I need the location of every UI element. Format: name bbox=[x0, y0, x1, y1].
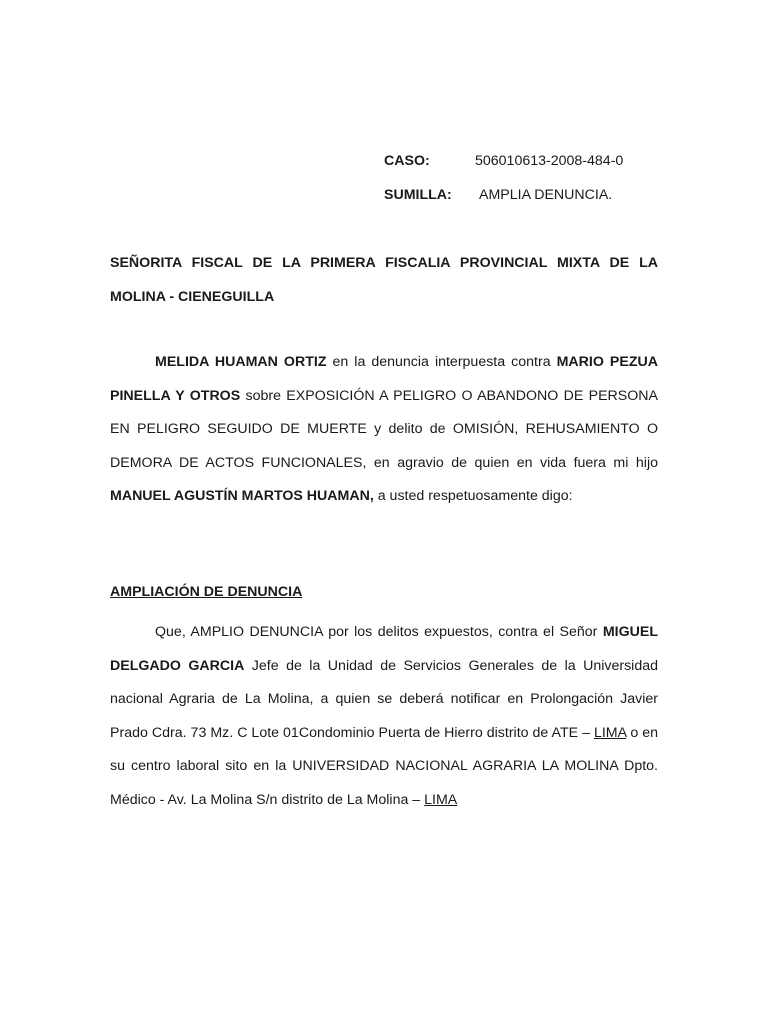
intro-text-3: a usted respetuosamente digo: bbox=[373, 488, 573, 504]
body-text-3: o en su centro laboral sito en la UNIVERSIDAD NACIONAL AGRARIA LA MOLINA Dpto. Médico - Av. La Molina S/n distrito de La Molina – bbox=[110, 724, 658, 808]
intro-text-2: sobre EXPOSICIÓN A PELIGRO O ABANDONO DE PERSONA EN PELIGRO SEGUIDO DE MUERTE y delito de OMISIÓN, REHUSAMIENTO O DEMORA DE ACTOS FUNCIONALES, en agravio de quien en vida fuera mi hijo bbox=[110, 387, 658, 471]
addressee bbox=[110, 246, 658, 314]
case-row bbox=[384, 153, 624, 169]
intro-paragraph bbox=[110, 346, 658, 514]
summary-value: AMPLIA DENUNCIA. bbox=[479, 187, 613, 203]
summary-row bbox=[384, 187, 613, 203]
case-label: CASO: bbox=[384, 153, 430, 169]
intro-text-1: en la denuncia interpuesta contra bbox=[326, 354, 557, 370]
section-title: AMPLIACIÓN DE DENUNCIA bbox=[110, 584, 303, 600]
accused-name: MARIO PEZUA PINELLA Y OTROS bbox=[110, 354, 658, 404]
body-text-1: Que, AMPLIO DENUNCIA por los delitos expuestos, contra el Señor bbox=[155, 624, 603, 640]
lima-text-1: LIMA bbox=[593, 724, 627, 741]
body-paragraph bbox=[110, 616, 658, 817]
summary-label: SUMILLA: bbox=[384, 187, 452, 203]
accused-person-name: MIGUEL DELGADO GARCIA bbox=[110, 624, 658, 674]
lima-text-2: LIMA bbox=[424, 791, 458, 808]
complainant-name: MELIDA HUAMAN ORTIZ bbox=[155, 354, 327, 370]
victim-name: MANUEL AGUSTÍN MARTOS HUAMAN, bbox=[110, 488, 374, 504]
case-number: 506010613-2008-484-0 bbox=[475, 153, 624, 169]
addressee-line-2: MOLINA - CIENEGUILLA bbox=[110, 289, 275, 305]
addressee-line-1: SEÑORITA FISCAL DE LA PRIMERA FISCALIA PROVINCIAL MIXTA DE LA bbox=[110, 255, 658, 271]
body-text-2: Jefe de la Unidad de Servicios Generales de la Universidad nacional Agraria de La Molina, a quien se deberá notificar en Prolongación Javier Prado Cdra. 73 Mz. C Lote 01Condominio Puerta de Hierro distrito de ATE – bbox=[110, 657, 659, 741]
